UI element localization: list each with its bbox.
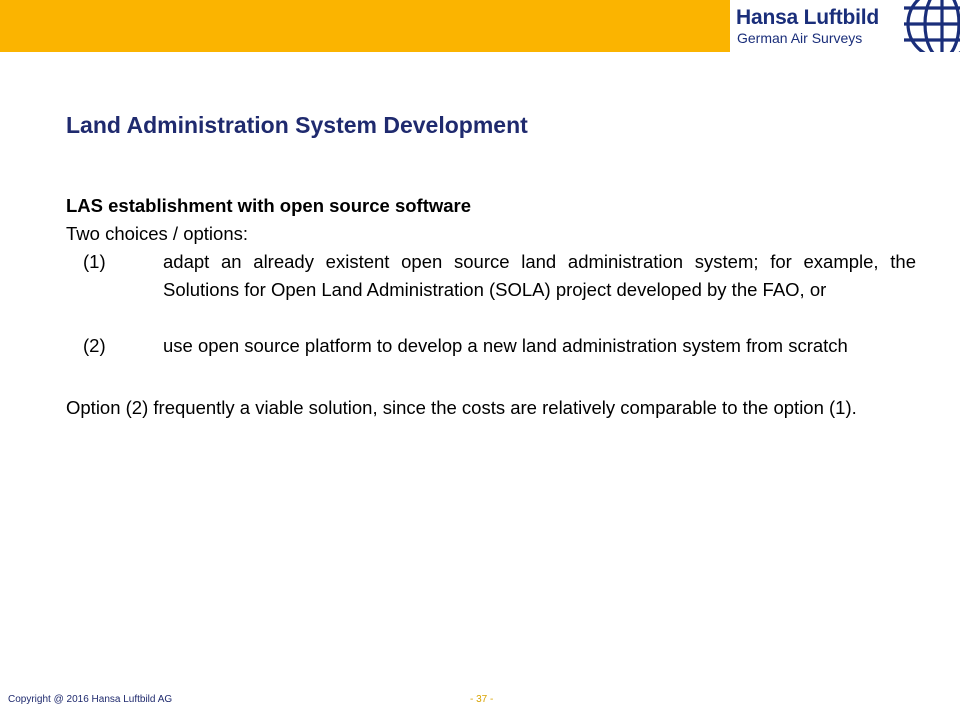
slide-title: Land Administration System Development	[66, 112, 528, 138]
option-text: use open source platform to develop a new land administration system from scratch	[163, 335, 848, 356]
logo-tagline: German Air Surveys	[737, 30, 863, 46]
company-logo	[730, 0, 960, 52]
option-item	[83, 332, 916, 360]
spacer	[66, 304, 916, 332]
option-text: adapt an already existent open source land administration system; for example, the Solutions for Open Land Administration (SOLA) project developed by the FAO, or	[163, 251, 916, 300]
option-item	[83, 248, 916, 304]
page-number: - 37 -	[470, 694, 494, 705]
option-number: (1)	[83, 251, 106, 272]
globe-icon	[898, 0, 960, 52]
slide-content	[66, 192, 916, 422]
conclusion-text: Option (2) frequently a viable solution, since the costs are relatively comparable to the option (1).	[66, 397, 857, 418]
header-band	[0, 0, 960, 52]
intro-text: Two choices / options:	[66, 223, 249, 244]
footer-copyright: Copyright @ 2016 Hansa Luftbild AG	[8, 694, 173, 705]
option-number: (2)	[83, 335, 106, 356]
section-subheading: LAS establishment with open source software	[66, 195, 472, 216]
logo-name: Hansa Luftbild	[736, 6, 880, 29]
